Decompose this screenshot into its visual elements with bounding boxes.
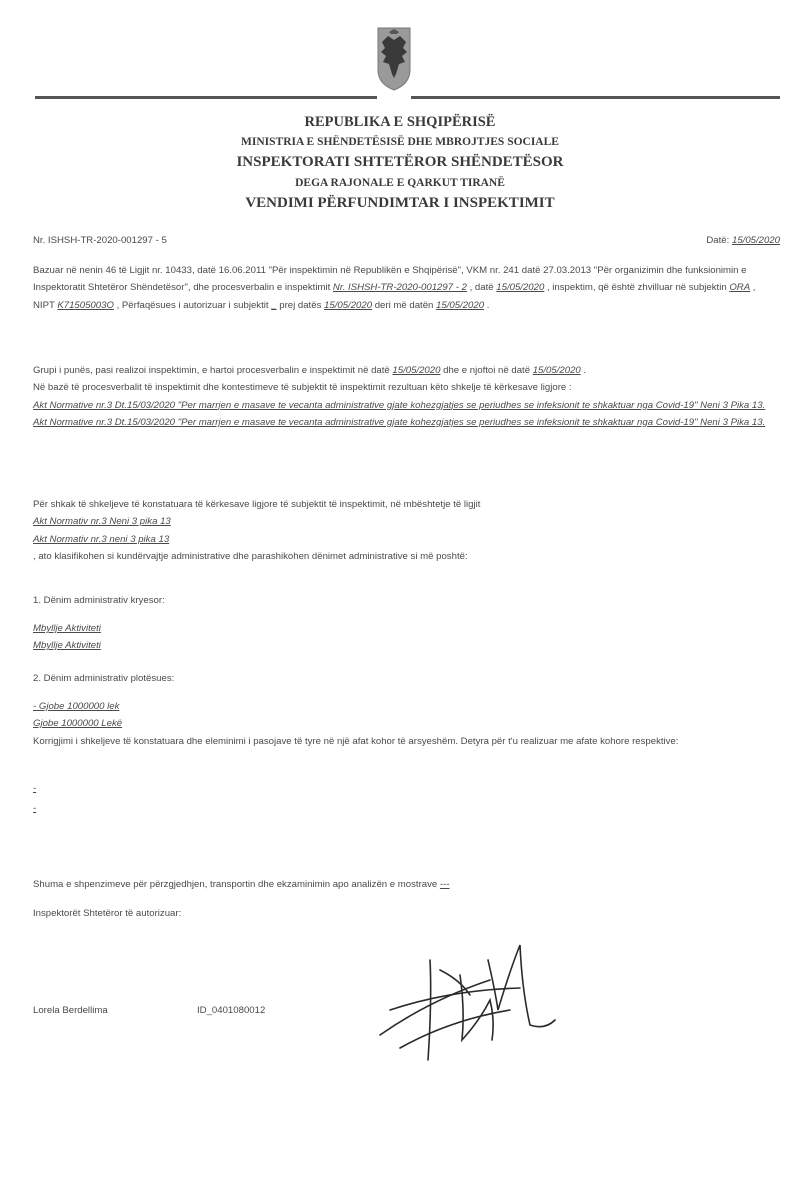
paragraph-basis xyxy=(33,262,778,314)
correction-text: Korrigjimi i shkeljeve të konstatuara dhe eleminimi i pasojave të tyre në një afat kohor të arsyeshëm. Detyra për t'u realizuar me afate kohore respektive: xyxy=(33,736,679,747)
text: Në bazë të procesverbalit të inspektimit dhe kontestimeve të subjektit të inspektimit rezultuan këto shkelje të kërkesave ligjore : xyxy=(33,382,572,394)
paragraph-findings xyxy=(33,362,778,431)
text: , NIPT xyxy=(33,282,756,311)
text: . xyxy=(484,299,490,311)
inspectors-label: Inspektorët Shtetëror të autorizuar: xyxy=(33,908,182,919)
inspector-name: Lorela Berdellima xyxy=(33,1005,108,1016)
date-label: Datë: xyxy=(706,235,730,246)
extra-penalty-item: - Gjobe 1000000 lek xyxy=(33,701,120,712)
text: prej datës xyxy=(276,299,325,311)
law-item: Akt Normativ nr.3 Neni 3 pika 13 xyxy=(33,516,171,528)
ministry-title: MINISTRIA E SHËNDETËSISË DHE MBROJTJES SOCIALE xyxy=(241,136,559,148)
text: , ato klasifikohen si kundërvajtje administrative dhe parashikohen dënimet administrative si më poshtë: xyxy=(33,550,468,562)
document-date xyxy=(706,232,780,249)
procesverbal-date: 15/05/2020 xyxy=(496,282,545,294)
procesverbal-number: Nr. ISHSH-TR-2020-001297 - 2 xyxy=(332,282,467,294)
to-date: 15/05/2020 xyxy=(436,299,485,311)
law-item: Akt Normativ nr.3 neni 3 pika 13 xyxy=(33,533,170,545)
text: , Përfaqësues i autorizuar i subjektit xyxy=(113,299,272,311)
text: , inspektim, që është zhvilluar në subjektin xyxy=(544,282,730,294)
main-penalty-item: Mbyllje Aktiviteti xyxy=(33,640,101,651)
representative: _ xyxy=(271,299,277,311)
expenses-line xyxy=(33,876,450,893)
text: Bazuar në nenin 46 të Ligjit nr. 10433, datë 16.06.2011 "Për inspektimin në Republikën e Shqipërisë", VKM nr. 241 datë 27.03.2013 "Për organizimin dhe funksionimin e Inspektoratit Shtetëror Shëndetësor", dhe procesverbalin e inspektimit xyxy=(33,265,747,294)
correction-item: - xyxy=(33,803,37,814)
text: deri më datën xyxy=(372,299,437,311)
correction-item: - xyxy=(33,783,37,794)
inspectorate-title: INSPEKTORATI SHTETËROR SHËNDETËSOR xyxy=(236,154,564,170)
extra-penalty-label: 2. Dënim administrativ plotësues: xyxy=(33,673,175,684)
inspector-id: ID_0401080012 xyxy=(197,1005,266,1016)
handwritten-signature xyxy=(370,940,570,1065)
text: Grupi i punës, pasi realizoi inspektimin, e hartoi procesverbalin e inspektimit në datë xyxy=(33,365,393,376)
extra-penalty-item: Gjobe 1000000 Lekë xyxy=(33,718,123,729)
notified-date: 15/05/2020 xyxy=(532,365,581,376)
text: Për shkak të shkeljeve të konstatuara të kërkesave ligjore të subjektit të inspektimit, në mbështetje të ligjit xyxy=(33,499,481,510)
nipt-value: K71505003O xyxy=(57,299,114,311)
from-date: 15/05/2020 xyxy=(324,299,373,311)
main-penalty-label: 1. Dënim administrativ kryesor: xyxy=(33,595,165,606)
drafted-date: 15/05/2020 xyxy=(392,365,441,376)
document-number: Nr. ISHSH-TR-2020-001297 - 5 xyxy=(33,235,167,246)
header-rule-left xyxy=(35,96,377,99)
branch-title: DEGA RAJONALE E QARKUT TIRANË xyxy=(295,177,505,189)
date-value: 15/05/2020 xyxy=(731,235,780,246)
main-penalty-item: Mbyllje Aktiviteti xyxy=(33,623,101,634)
expenses-value: --- xyxy=(439,879,450,890)
coat-of-arms-emblem xyxy=(376,26,412,92)
text: . xyxy=(580,365,587,376)
subject-name: ORA xyxy=(729,282,751,294)
header-rule-right xyxy=(411,96,780,99)
text: , datë xyxy=(466,282,497,294)
document-title: VENDIMI PËRFUNDIMTAR I INSPEKTIMIT xyxy=(245,195,555,211)
text: Shuma e shpenzimeve për përzgjedhjen, transportin dhe ekzaminimin apo analizën e mostrave xyxy=(33,879,440,890)
text: dhe e njoftoi në datë xyxy=(440,365,533,376)
violation-item: Akt Normative nr.3 Dt.15/03/2020 "Per marrjen e masave te vecanta administrative gjate kohezgjatjes se periudhes se infeksionit te shkaktuar nga Covid-19" Neni 3 Pika 13. xyxy=(33,416,766,428)
paragraph-classification xyxy=(33,496,778,565)
country-title: REPUBLIKA E SHQIPËRISË xyxy=(304,114,496,130)
violation-item: Akt Normative nr.3 Dt.15/03/2020 "Per marrjen e masave te vecanta administrative gjate kohezgjatjes se periudhes se infeksionit te shkaktuar nga Covid-19" Neni 3 Pika 13. xyxy=(33,399,766,411)
